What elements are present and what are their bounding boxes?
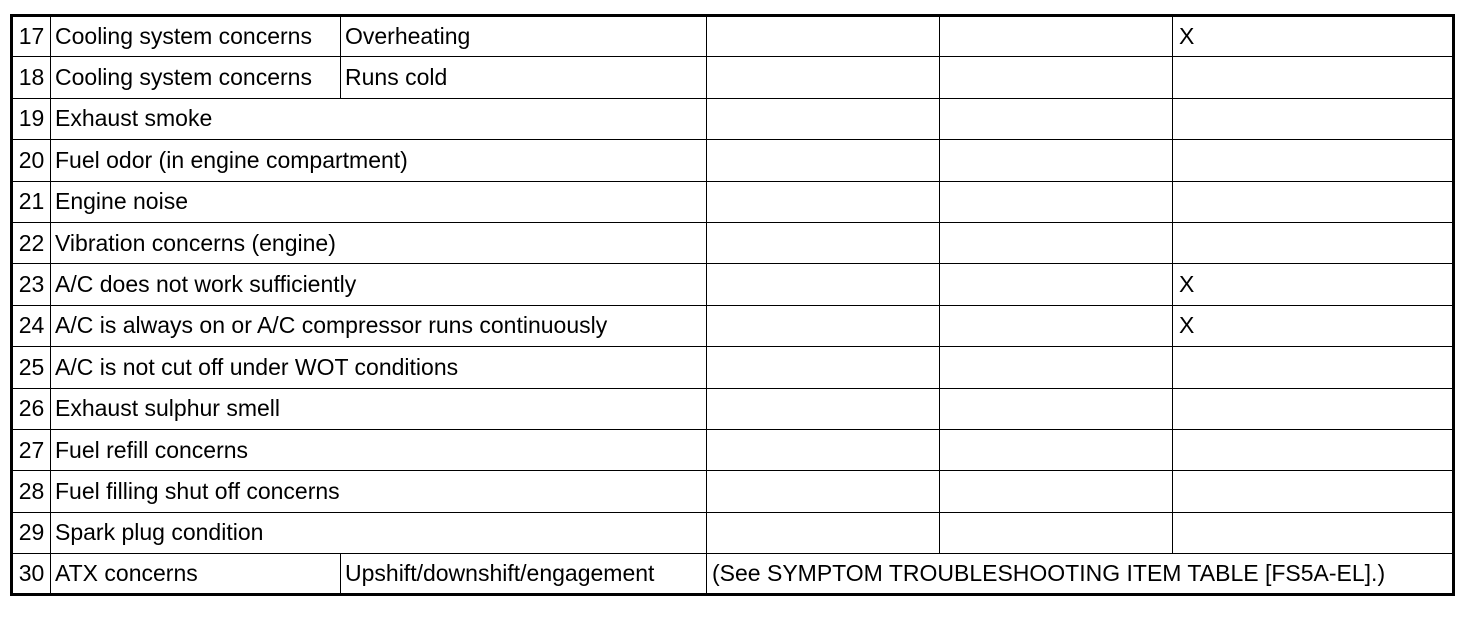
symptom-cell: Cooling system concerns — [51, 16, 341, 57]
table-row — [12, 264, 1454, 305]
symptom-cell: A/C is always on or A/C compressor runs continuously — [51, 305, 707, 346]
check-cell: X — [1173, 16, 1454, 57]
symptom-cell: ATX concerns — [51, 554, 341, 595]
symptom-cell: A/C is not cut off under WOT conditions — [51, 347, 707, 388]
table-body — [12, 16, 1454, 595]
check-cell — [1173, 429, 1454, 470]
check-cell: X — [1173, 264, 1454, 305]
check-cell — [707, 264, 940, 305]
symptom-detail-cell: Runs cold — [341, 57, 707, 98]
symptom-cell: Cooling system concerns — [51, 57, 341, 98]
symptom-table — [10, 14, 1455, 596]
check-cell — [1173, 512, 1454, 553]
check-cell — [1173, 57, 1454, 98]
table-row — [12, 98, 1454, 139]
check-cell — [707, 57, 940, 98]
row-number: 17 — [12, 16, 51, 57]
symptom-cell: Engine noise — [51, 181, 707, 222]
check-cell — [1173, 347, 1454, 388]
row-number: 27 — [12, 429, 51, 470]
table-row — [12, 305, 1454, 346]
check-cell — [707, 140, 940, 181]
check-cell — [707, 388, 940, 429]
check-cell — [707, 347, 940, 388]
table-row — [12, 16, 1454, 57]
check-cell — [940, 512, 1173, 553]
check-cell — [940, 471, 1173, 512]
symptom-cell: Fuel refill concerns — [51, 429, 707, 470]
check-cell — [940, 98, 1173, 139]
check-cell — [940, 140, 1173, 181]
check-cell — [707, 222, 940, 263]
row-number: 19 — [12, 98, 51, 139]
table-row — [12, 140, 1454, 181]
table-row — [12, 429, 1454, 470]
check-cell — [1173, 98, 1454, 139]
symptom-cell: A/C does not work sufficiently — [51, 264, 707, 305]
row-number: 29 — [12, 512, 51, 553]
symptom-detail-cell: Overheating — [341, 16, 707, 57]
table-row — [12, 222, 1454, 263]
check-cell — [940, 429, 1173, 470]
check-cell — [940, 347, 1173, 388]
row-number: 23 — [12, 264, 51, 305]
row-number: 20 — [12, 140, 51, 181]
check-cell — [707, 512, 940, 553]
symptom-cell: Exhaust smoke — [51, 98, 707, 139]
row-number: 21 — [12, 181, 51, 222]
check-cell — [940, 57, 1173, 98]
row-number: 26 — [12, 388, 51, 429]
row-number: 24 — [12, 305, 51, 346]
row-number: 18 — [12, 57, 51, 98]
check-cell — [707, 98, 940, 139]
symptom-cell: Spark plug condition — [51, 512, 707, 553]
check-cell — [707, 16, 940, 57]
table-row — [12, 181, 1454, 222]
check-cell — [940, 305, 1173, 346]
reference-note-cell: (See SYMPTOM TROUBLESHOOTING ITEM TABLE [FS5A-EL].) — [707, 554, 1454, 595]
row-number: 25 — [12, 347, 51, 388]
check-cell — [940, 222, 1173, 263]
symptom-cell: Fuel odor (in engine compartment) — [51, 140, 707, 181]
symptom-cell: Fuel filling shut off concerns — [51, 471, 707, 512]
check-cell — [707, 471, 940, 512]
table-row — [12, 471, 1454, 512]
row-number: 22 — [12, 222, 51, 263]
check-cell — [1173, 388, 1454, 429]
check-cell: X — [1173, 305, 1454, 346]
table-row — [12, 554, 1454, 595]
check-cell — [707, 429, 940, 470]
check-cell — [940, 264, 1173, 305]
row-number: 30 — [12, 554, 51, 595]
check-cell — [1173, 140, 1454, 181]
check-cell — [940, 388, 1173, 429]
table-row — [12, 512, 1454, 553]
check-cell — [1173, 471, 1454, 512]
check-cell — [707, 181, 940, 222]
table-row — [12, 388, 1454, 429]
symptom-cell: Exhaust sulphur smell — [51, 388, 707, 429]
symptom-detail-cell: Upshift/downshift/engagement — [341, 554, 707, 595]
row-number: 28 — [12, 471, 51, 512]
check-cell — [940, 181, 1173, 222]
check-cell — [707, 305, 940, 346]
table-row — [12, 57, 1454, 98]
check-cell — [1173, 181, 1454, 222]
table-row — [12, 347, 1454, 388]
check-cell — [940, 16, 1173, 57]
symptom-cell: Vibration concerns (engine) — [51, 222, 707, 263]
check-cell — [1173, 222, 1454, 263]
